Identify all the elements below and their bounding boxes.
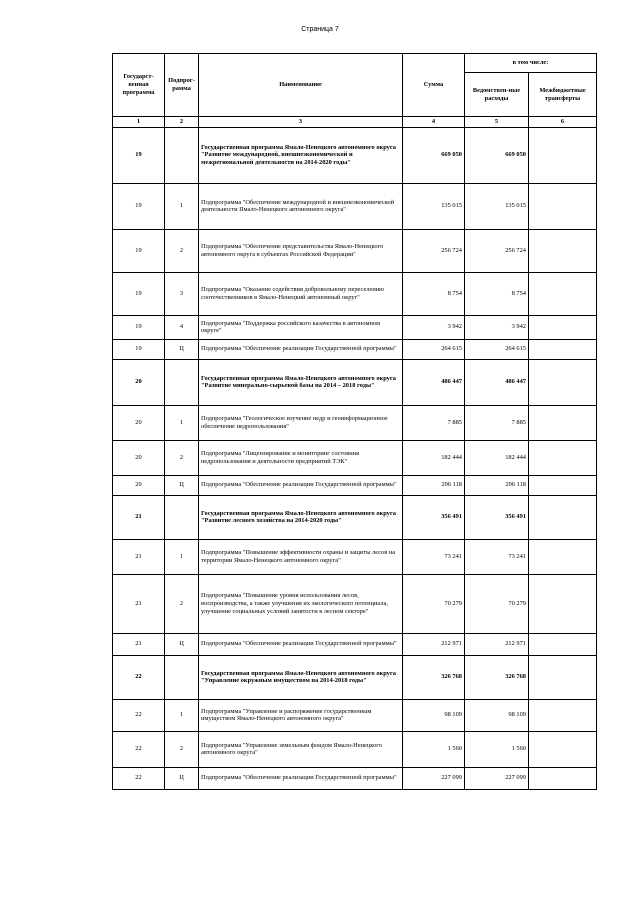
cell-sum: 264 615	[403, 339, 465, 359]
subprogram-row	[113, 315, 597, 339]
program-row	[113, 655, 597, 699]
cell-name: Подпрограмма "Геологическое изучение недр и геоинформационное обеспечение недропользования"	[199, 405, 403, 440]
table-body	[113, 127, 597, 789]
cell-subprogram: 2	[165, 440, 199, 475]
cell-transfers	[529, 359, 597, 405]
cell-transfers	[529, 731, 597, 767]
cell-name: Государственная программа Ямало-Ненецкого автономного округа "Развитие минерально-сырьевой базы на 2014 – 2018 годы"	[199, 359, 403, 405]
cell-transfers	[529, 539, 597, 574]
cell-transfers	[529, 699, 597, 731]
cell-sum: 1 560	[403, 731, 465, 767]
column-number: 6	[529, 117, 597, 128]
cell-name: Подпрограмма "Управление земельным фондом Ямало-Ненецкого автономного округа"	[199, 731, 403, 767]
program-row	[113, 495, 597, 539]
cell-departmental: 73 241	[465, 539, 529, 574]
cell-sum: 70 279	[403, 574, 465, 633]
cell-departmental: 135 015	[465, 183, 529, 229]
cell-transfers	[529, 229, 597, 272]
cell-sum: 669 050	[403, 127, 465, 183]
cell-transfers	[529, 183, 597, 229]
cell-sum: 135 015	[403, 183, 465, 229]
cell-departmental: 296 118	[465, 475, 529, 495]
cell-departmental: 70 279	[465, 574, 529, 633]
cell-name: Подпрограмма "Обеспечение международной и внешнеэкономической деятельности Ямало-Ненецкого автономного округа"	[199, 183, 403, 229]
cell-subprogram: Ц	[165, 475, 199, 495]
subprogram-row	[113, 475, 597, 495]
subprogram-row	[113, 539, 597, 574]
cell-subprogram	[165, 127, 199, 183]
cell-departmental: 669 050	[465, 127, 529, 183]
cell-departmental: 1 560	[465, 731, 529, 767]
column-number: 2	[165, 117, 199, 128]
cell-transfers	[529, 339, 597, 359]
cell-departmental: 182 444	[465, 440, 529, 475]
cell-transfers	[529, 272, 597, 315]
cell-program: 20	[113, 475, 165, 495]
cell-departmental: 3 942	[465, 315, 529, 339]
cell-program: 22	[113, 767, 165, 789]
cell-sum: 182 444	[403, 440, 465, 475]
cell-transfers	[529, 127, 597, 183]
cell-sum: 227 099	[403, 767, 465, 789]
cell-departmental: 7 885	[465, 405, 529, 440]
cell-subprogram: 4	[165, 315, 199, 339]
cell-name: Подпрограмма "Управление и распоряжение государственным имуществом Ямало-Ненецкого автономного округа"	[199, 699, 403, 731]
cell-subprogram: Ц	[165, 633, 199, 655]
cell-name: Государственная программа Ямало-Ненецкого автономного округа "Развитие лесного хозяйства на 2014-2020 годы"	[199, 495, 403, 539]
subprogram-row	[113, 229, 597, 272]
cell-subprogram: 1	[165, 183, 199, 229]
cell-sum: 256 724	[403, 229, 465, 272]
cell-subprogram: 2	[165, 574, 199, 633]
header-transfers: Межбюджетные трансферты	[529, 73, 597, 117]
subprogram-row	[113, 767, 597, 789]
header-name: Наименование	[199, 54, 403, 117]
header-subprogram: Подпрог-рамма	[165, 54, 199, 117]
cell-name: Подпрограмма "Обеспечение реализации Государственной программы"	[199, 633, 403, 655]
column-number: 4	[403, 117, 465, 128]
cell-transfers	[529, 475, 597, 495]
cell-sum: 296 118	[403, 475, 465, 495]
cell-sum: 73 241	[403, 539, 465, 574]
subprogram-row	[113, 440, 597, 475]
subprogram-row	[113, 731, 597, 767]
cell-subprogram: 2	[165, 229, 199, 272]
cell-transfers	[529, 767, 597, 789]
cell-sum: 8 754	[403, 272, 465, 315]
cell-program: 21	[113, 633, 165, 655]
cell-program: 20	[113, 405, 165, 440]
cell-transfers	[529, 633, 597, 655]
cell-program: 21	[113, 539, 165, 574]
subprogram-row	[113, 405, 597, 440]
header-departmental: Ведомствен-ные расходы	[465, 73, 529, 117]
cell-name: Подпрограмма "Обеспечение реализации Государственной программы"	[199, 767, 403, 789]
cell-transfers	[529, 495, 597, 539]
cell-departmental: 212 971	[465, 633, 529, 655]
cell-name: Подпрограмма "Повышение уровня использования лесов, воспроизводства, а также улучшения их экологического потенциала, улучшение социальных условий занятости в лесном секторе"	[199, 574, 403, 633]
cell-transfers	[529, 315, 597, 339]
cell-program: 19	[113, 127, 165, 183]
cell-departmental: 227 099	[465, 767, 529, 789]
cell-departmental: 8 754	[465, 272, 529, 315]
cell-name: Подпрограмма "Оказание содействия добровольному переселению соотечественников в Ямало-Ненецкий автономный округ"	[199, 272, 403, 315]
cell-name: Подпрограмма "Обеспечение реализации Государственной программы"	[199, 339, 403, 359]
cell-subprogram: Ц	[165, 339, 199, 359]
cell-departmental: 326 768	[465, 655, 529, 699]
cell-sum: 98 109	[403, 699, 465, 731]
cell-subprogram: 1	[165, 539, 199, 574]
cell-name: Подпрограмма "Лицензирование и мониторинг состояния недропользования и деятельности предприятий ТЭК"	[199, 440, 403, 475]
cell-transfers	[529, 655, 597, 699]
header-program: Государст-венная программа	[113, 54, 165, 117]
column-numbers-row	[113, 117, 597, 128]
cell-program: 19	[113, 183, 165, 229]
column-number: 5	[465, 117, 529, 128]
program-row	[113, 127, 597, 183]
cell-sum: 212 971	[403, 633, 465, 655]
cell-sum: 7 885	[403, 405, 465, 440]
cell-name: Подпрограмма "Обеспечение представительства Ямало-Ненецкого автономного округа в субъектах Российской Федерации"	[199, 229, 403, 272]
cell-program: 19	[113, 229, 165, 272]
cell-program: 22	[113, 731, 165, 767]
cell-transfers	[529, 440, 597, 475]
cell-subprogram: 1	[165, 405, 199, 440]
cell-name: Подпрограмма "Обеспечение реализации Государственной программы"	[199, 475, 403, 495]
column-number: 3	[199, 117, 403, 128]
column-number: 1	[113, 117, 165, 128]
header-sum: Сумма	[403, 54, 465, 117]
subprogram-row	[113, 183, 597, 229]
cell-sum: 486 447	[403, 359, 465, 405]
cell-sum: 326 768	[403, 655, 465, 699]
cell-departmental: 486 447	[465, 359, 529, 405]
subprogram-row	[113, 339, 597, 359]
cell-departmental: 256 724	[465, 229, 529, 272]
cell-sum: 3 942	[403, 315, 465, 339]
cell-subprogram	[165, 495, 199, 539]
cell-program: 19	[113, 272, 165, 315]
cell-name: Государственная программа Ямало-Ненецкого автономного округа "Управление окружным имуществом на 2014-2018 годы"	[199, 655, 403, 699]
cell-sum: 356 491	[403, 495, 465, 539]
cell-program: 22	[113, 699, 165, 731]
cell-subprogram: 2	[165, 731, 199, 767]
cell-subprogram: 3	[165, 272, 199, 315]
cell-departmental: 98 109	[465, 699, 529, 731]
cell-program: 20	[113, 440, 165, 475]
cell-subprogram	[165, 359, 199, 405]
budget-table	[112, 53, 597, 790]
cell-program: 21	[113, 495, 165, 539]
program-row	[113, 359, 597, 405]
cell-transfers	[529, 574, 597, 633]
cell-program: 19	[113, 315, 165, 339]
subprogram-row	[113, 699, 597, 731]
cell-subprogram: Ц	[165, 767, 199, 789]
cell-departmental: 264 615	[465, 339, 529, 359]
cell-program: 21	[113, 574, 165, 633]
subprogram-row	[113, 633, 597, 655]
cell-transfers	[529, 405, 597, 440]
subprogram-row	[113, 574, 597, 633]
cell-name: Подпрограмма "Поддержка российского казачества в автономном округе"	[199, 315, 403, 339]
cell-name: Государственная программа Ямало-Ненецкого автономного округа "Развитие международной, внешнеэкономической и межрегиональной деятельности на 2014-2020 годы"	[199, 127, 403, 183]
cell-program: 19	[113, 339, 165, 359]
cell-program: 22	[113, 655, 165, 699]
cell-name: Подпрограмма "Повышение эффективности охраны и защиты лесов на территории Ямало-Ненецкого автономного округа"	[199, 539, 403, 574]
subprogram-row	[113, 272, 597, 315]
header-including: в том числе:	[465, 54, 597, 73]
page-label: Страница 7	[301, 26, 339, 33]
cell-departmental: 356 491	[465, 495, 529, 539]
cell-subprogram	[165, 655, 199, 699]
cell-subprogram: 1	[165, 699, 199, 731]
cell-program: 20	[113, 359, 165, 405]
table-header	[113, 54, 597, 128]
